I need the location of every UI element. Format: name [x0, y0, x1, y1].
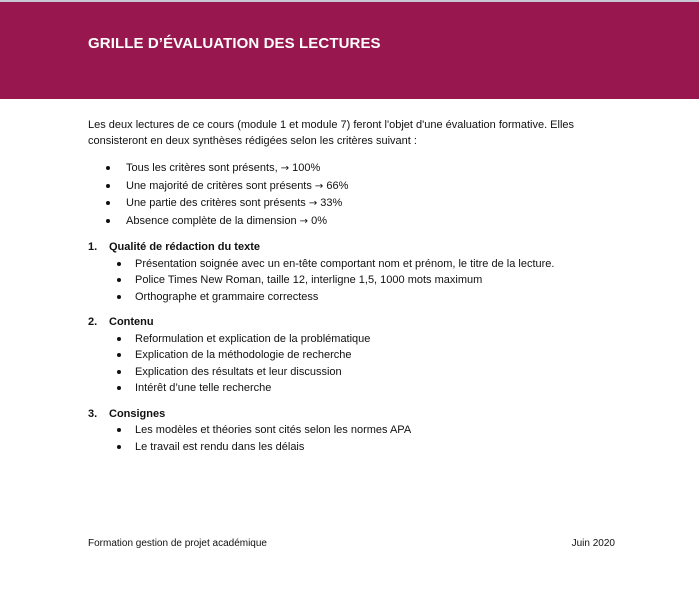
- scale-item: [88, 160, 618, 178]
- scale-item-value: 66%: [323, 179, 349, 192]
- scale-item-text: Une partie des critères sont présents: [126, 197, 309, 209]
- document-body: [88, 117, 618, 455]
- section-number: 2.: [88, 316, 98, 328]
- bullet-icon: [117, 337, 121, 341]
- criterion-item: [88, 256, 618, 273]
- scale-item-text: Absence complète de la dimension: [126, 214, 300, 227]
- scale-item: [88, 195, 618, 213]
- criterion-text: Police Times New Roman, taille 12, interligne 1,5, 1000 mots maximum: [135, 274, 483, 286]
- section-heading: [88, 314, 618, 331]
- bullet-icon: [117, 428, 121, 432]
- scale-item-value: 0%: [308, 214, 328, 227]
- intro-paragraph: Les deux lectures de ce cours (module 1 et module 7) feront l'objet d'une évaluation formative. Elles consisteront en deux synthèses rédigées selon les critères suivant :: [88, 119, 575, 147]
- arrow-right-icon: →: [280, 163, 290, 174]
- section-number: 3.: [88, 407, 98, 420]
- scale-item: [88, 178, 618, 196]
- bullet-icon: [117, 386, 121, 390]
- footer-organization: Formation gestion de projet académique: [88, 538, 267, 549]
- bullet-icon: [106, 219, 110, 223]
- bullet-icon: [117, 278, 121, 282]
- bullet-icon: [106, 166, 110, 170]
- section-redaction: [88, 239, 618, 305]
- bullet-icon: [106, 201, 110, 205]
- section-heading: [88, 406, 618, 423]
- section-heading: [88, 239, 618, 256]
- criterion-item: [88, 364, 618, 381]
- criteria-list: [88, 256, 618, 306]
- criterion-text: Intérêt d’une telle recherche: [135, 382, 272, 394]
- criteria-list: [88, 331, 618, 397]
- bullet-icon: [117, 445, 121, 449]
- bullet-icon: [106, 184, 110, 188]
- criterion-item: [88, 331, 618, 348]
- scale-item-value: 100%: [289, 162, 321, 174]
- section-title: Contenu: [109, 316, 154, 328]
- scale-item-text: Une majorité de critères sont présents: [126, 179, 315, 192]
- header-band: [0, 0, 699, 99]
- criteria-list: [88, 422, 618, 455]
- criterion-text: Explication des résultats et leur discussion: [135, 365, 342, 378]
- arrow-right-icon: →: [299, 215, 309, 227]
- criterion-item: [88, 439, 618, 456]
- section-title: Qualité de rédaction du texte: [109, 241, 260, 253]
- section-title: Consignes: [109, 407, 166, 420]
- bullet-icon: [117, 353, 121, 357]
- scale-item-value: 33%: [317, 197, 343, 209]
- bullet-icon: [117, 262, 121, 266]
- criterion-item: [88, 272, 618, 289]
- criterion-item: [88, 380, 618, 397]
- criterion-text: Le travail est rendu dans les délais: [135, 440, 305, 453]
- criterion-text: Présentation soignée avec un en-tête comportant nom et prénom, le titre de la lecture.: [135, 257, 555, 270]
- section-consignes: [88, 406, 618, 456]
- scale-item-text: Tous les critères sont présents,: [126, 162, 281, 174]
- section-contenu: [88, 314, 618, 397]
- criterion-item: [88, 422, 618, 439]
- footer-date: Juin 2020: [571, 538, 615, 549]
- bullet-icon: [117, 370, 121, 374]
- criterion-text: Explication de la méthodologie de recherche: [135, 349, 352, 361]
- criterion-text: Les modèles et théories sont cités selon les normes APA: [135, 424, 412, 436]
- criterion-item: [88, 347, 618, 364]
- section-number: 1.: [88, 241, 98, 253]
- criterion-item: [88, 289, 618, 306]
- scoring-scale-list: [88, 160, 618, 230]
- bullet-icon: [117, 295, 121, 299]
- arrow-right-icon: →: [308, 198, 318, 209]
- page-title: GRILLE D’ÉVALUATION DES LECTURES: [88, 35, 381, 52]
- criterion-text: Orthographe et grammaire correctess: [135, 290, 319, 303]
- criterion-text: Reformulation et explication de la problématique: [135, 332, 371, 345]
- scale-item: [88, 213, 618, 231]
- arrow-right-icon: →: [314, 180, 324, 192]
